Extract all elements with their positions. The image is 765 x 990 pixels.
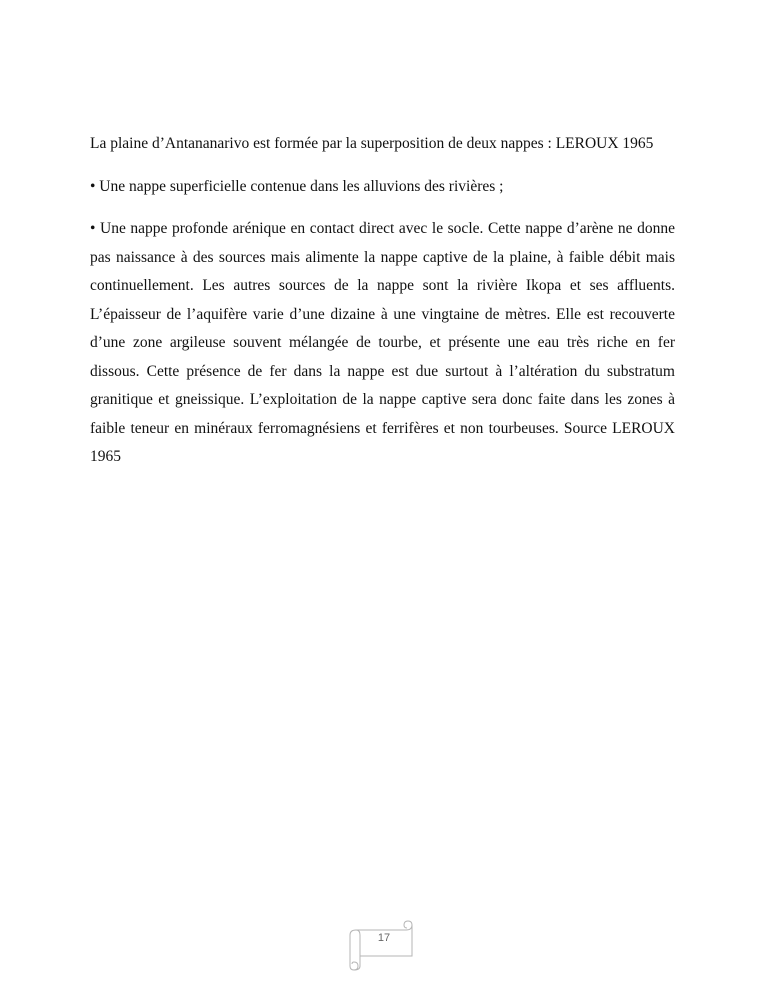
page-body [90,130,675,472]
scroll-frame-icon [346,918,420,974]
page-number: 17 [377,932,391,944]
paragraph-gap [90,159,675,173]
page-number-scroll [346,918,420,974]
intro-paragraph: La plaine d’Antananarivo est formée par la superposition de deux nappes : LEROUX 1965 [90,135,654,152]
paragraph-gap [90,201,675,215]
bullet-deep-aquifer: • Une nappe profonde arénique en contact direct avec le socle. Cette nappe d’arène ne donne pas naissance à des sources mais alimente la nappe captive de la plaine, à faible débit mais continuellement. Les autres sources de la nappe sont la rivière Ikopa et ses affluents. L’épaisseur de l’aquifère varie d’une dizaine à une vingtaine de mètres. Elle est recouverte d’une zone argileuse souvent mélangée de tourbe, et présente une eau très riche en fer dissous. Cette présence de fer dans la nappe est due surtout à l’altération du substratum granitique et gneissique. L’exploitation de la nappe captive sera donc faite dans les zones à faible teneur en minéraux ferromagnésiens et ferrifères et non tourbeuses. Source LEROUX 1965 [90,220,675,465]
bullet-superficial-aquifer: • Une nappe superficielle contenue dans les alluvions des rivières ; [90,177,504,195]
